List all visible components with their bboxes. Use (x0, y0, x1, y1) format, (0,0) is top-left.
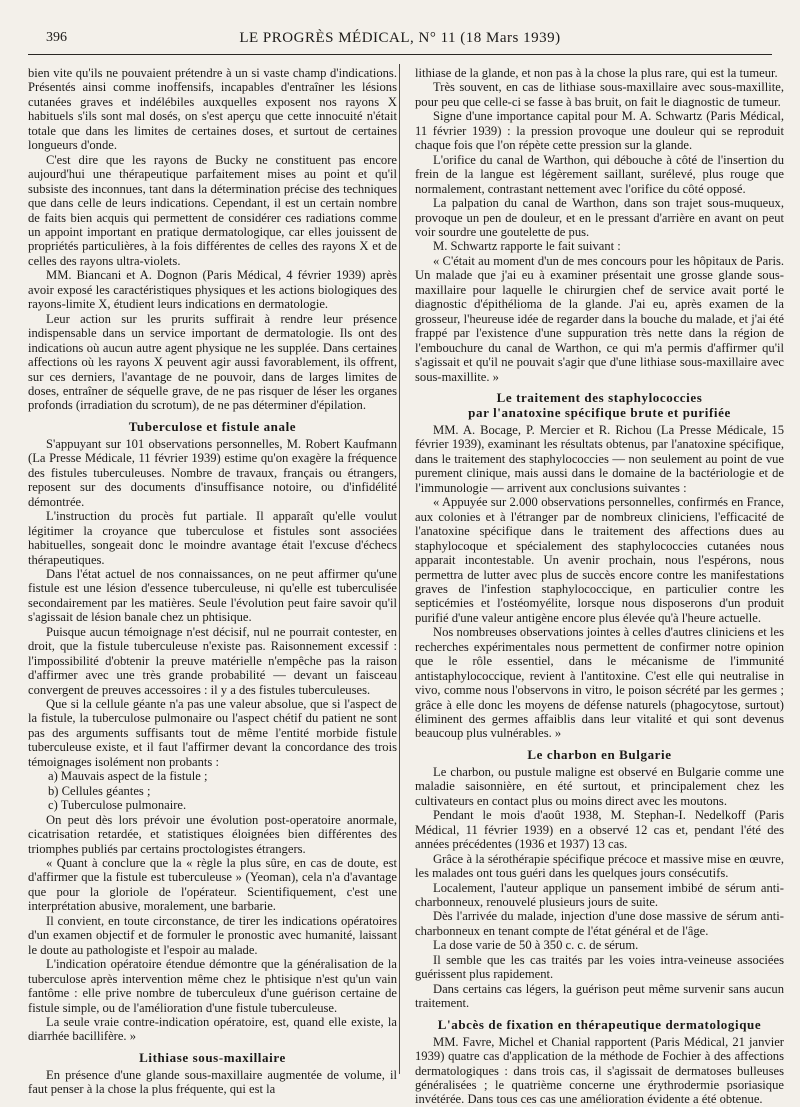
paragraph: L'orifice du canal de Warthon, qui débouche à côté de l'insertion du frein de la langue est légèrement saillant, surélevé, plus rouge que normalement, contrastant nettement avec l'orifice du côté opposé. (415, 152, 784, 196)
criteria-list (28, 769, 397, 812)
paragraph: MM. Favre, Michel et Chanial rapportent (Paris Médical, 21 janvier 1939) quatre cas d'application de la méthode de Fochier à des affections dermatologiques : dans trois cas, il s'agissait de dermatoses bulleuses généralisées ; le quatrième concerne une érythrodermie psoriasique invétérée. Dans tous ces cas une amélioration évidente a été obtenue. (415, 1034, 784, 1107)
paragraph: « C'était au moment d'un de mes concours pour les hôpitaux de Paris. Un malade que j'ai eu à examiner présentait une grosse glande sous-maxillaire pour laquelle le chirurgien chef de service avait porté le diagnostic d'épithélioma de la glande. J'ai eu, après examen de la grosseur, l'heureuse idée de regarder dans la bouche du malade, et j'ai été frappé par l'existence d'une suppuration très nette dans la région de l'embouchure du canal de Warthon, ce qui m'a permis d'affirmer qu'il s'agissait et qu'il ne pouvait s'agir que d'une lithiase sous-maxillaire avec sous-maxillite. » (415, 253, 784, 384)
paragraph: La seule vraie contre-indication opératoire, est, quand elle existe, la diarrhée bacillifère. » (28, 1015, 397, 1044)
paragraph: Pendant le mois d'août 1938, M. Stephan-I. Nedelkoff (Paris Médical, 11 février 1939) en a observé 12 cas et, pendant l'été des années précédentes (1936 et 1937) 13 cas. (415, 808, 784, 852)
paragraph: MM. A. Bocage, P. Mercier et R. Richou (La Presse Médicale, 15 février 1939), examinant les résultats obtenus, par l'anatoxine spécifique, dans le traitement des staphylococcies — non seulement au point de vue purement clinique, mais aussi dans le domaine de la bactériologie et de l'immunologie — arrivent aux conclusions suivantes : (415, 422, 784, 495)
list-item: a) Mauvais aspect de la fistule ; (48, 769, 208, 784)
list-item: b) Cellules géantes ; (48, 783, 151, 798)
paragraph: On peut dès lors prévoir une évolution post-operatoire anormale, cicatrisation retardée, et statistiques éloignées bien différentes des triomphes publiés par certains proctologistes étrangers. (28, 812, 397, 856)
paragraph: « Quant à conclure que la « règle la plus sûre, en cas de doute, est d'affirmer que la fistule est tuberculeuse » (Yeoman), cela n'a d'avantage que pour la gloriole de l'opérateur. Scientifiquement, c'est une interprétation abusive, moralement, une barbarie. (28, 856, 397, 914)
paragraph: En présence d'une glande sous-maxillaire augmentée de volume, il faut penser à la chose la plus fréquente, qui est la (28, 1067, 397, 1097)
paragraph: Le charbon, ou pustule maligne est observé en Bulgarie comme une maladie saisonnière, en été surtout, et principalement chez les cultivateurs en contact plus ou moins direct avec les moutons. (415, 764, 784, 808)
paragraph: M. Schwartz rapporte le fait suivant : (433, 239, 621, 254)
paragraph: lithiase de la glande, et non pas à la chose la plus rare, qui est la tumeur. (415, 66, 778, 80)
paragraph: Leur action sur les prurits suffirait à rendre leur présence indispensable dans un service important de dermatologie. Ils ont des indications où aucun autre agent physique ne les supplée. Dans certaines affections où les rayons X peuvent agir aussi favorablement, ils offrent, sur ces derniers, l'avantage de ne pouvoir, dans de larges limites de doses, entraîner de séquelle grave, de ne pas risquer de léser les organes profonds (irradiation du scrotum), de ne pas déterminer d'épilation. (28, 311, 397, 413)
paragraph: Dans l'état actuel de nos connaissances, on ne peut affirmer qu'une fistule est une lésion d'essence tuberculeuse, ni qu'elle est tuberculisée secondairement par les matières. Seule l'évolution peut faire savoir qu'il s'agissait de lésion banale chez un phtisique. (28, 566, 397, 625)
paragraph: La dose varie de 50 à 350 c. c. de sérum. (433, 938, 639, 953)
section-heading-lithiase: Lithiase sous-maxillaire (139, 1049, 286, 1065)
paragraph: « Appuyée sur 2.000 observations personnelles, confirmés en France, aux colonies et à l'étranger par de nombreux cliniciens, l'efficacité de l'anatoxine spécifique dans le traitement des affections dues au staphylocoque et spécialement des staphylococcies cutanées nous apparait incontestable. Un avenir prochain, nous l'espérons, nous permettra de lutter avec plus de succès encore contre les manifestations graves de l'infestion staphylococcique, en particulier contre les septicémies et l'ostéomyélite, lorsque nous disposerons d'un produit purifié d'une valeur antigène encore plus élevée qu'à l'heure actuelle. (415, 495, 784, 625)
left-column (28, 66, 397, 1097)
paragraph: Il semble que les cas traités par les voies intra-veineuse associées guérissent plus rapidement. (415, 952, 784, 982)
column-rule (399, 64, 400, 1074)
page-number: 396 (46, 30, 67, 45)
paragraph: Localement, l'auteur applique un pansement imbibé de sérum anti-charbonneux, renouvelé plusieurs jours de suite. (415, 880, 784, 910)
paragraph: L'indication opératoire étendue démontre que la généralisation de la tuberculose après intervention même chez le phtisique n'est qu'un vain fantôme : elle prive nombre de tuberculeux d'une guérison certaine de fistule simple, ou de l'amélioration d'une fistule tuberculeuse. (28, 957, 397, 1015)
paragraph: Très souvent, en cas de lithiase sous-maxillaire avec sous-maxillite, pour peu que celle-ci se fasse à bas bruit, on fait le diagnostic de tumeur. (415, 80, 784, 109)
paragraph: Dès l'arrivée du malade, injection d'une dose massive de sérum anti-charbonneux en tenant compte de l'état général et de l'âge. (415, 909, 784, 938)
paragraph: Puisque aucun témoignage n'est décisif, nul ne pourrait contester, en droit, que la fistule tuberculeuse n'existe pas. Raisonnement excessif : l'impossibilité d'obtenir la preuve matérielle n'empêche pas la raison d'affirmer avec une très grande probabilité — devant un faisceau convergent de preuves accessoires : il y a des fistules tuberculeuses. (28, 624, 397, 697)
paragraph: Il convient, en toute circonstance, de tirer les indications opératoires d'un examen objectif et de formuler le pronostic avec humanité, laissant le doute au pathologiste et l'espoir au malade. (28, 913, 397, 957)
paragraph: Signe d'une importance capital pour M. A. Schwartz (Paris Médical, 11 février 1939) : la pression provoque une douleur qui se reproduit chaque fois que l'on répète cette pression sur la glande. (415, 109, 784, 153)
running-head: LE PROGRÈS MÉDICAL, N° 11 (18 Mars 1939) (239, 30, 561, 46)
page-header (28, 28, 772, 55)
paragraph: Que si la cellule géante n'a pas une valeur absolue, que si l'aspect de la fistule, la tuberculose pulmonaire ou l'aspect chétif du patient ne sont pas des arguments suffisants tout de même l'entité morbide fistule tuberculeuse existe, et il faut l'affirmer devant la concordance des trois témoignages isolément non probants : (28, 697, 397, 769)
paragraph: Nos nombreuses observations jointes à celles d'autres cliniciens et les recherches expérimentales nous permettent de confirmer notre opinion que le rôle essentiel, dans le mécanisme de l'immunité antistaphylococcique, revient à l'antitoxine. C'est elle qui neutralise in vivo, comme nous l'observons in vitro, le poison sécrété par les germes ; grâce à elle donc les moyens de défense naturels (phagocytose, surtout) éliminent des germes affaiblis dans leur vitalité et qui sont devenus beaucoup plus vulnérables. » (415, 625, 784, 741)
section-heading-staphylococcies: Le traitement des staphylococcies par l'anatoxine spécifique brute et purifiée (468, 389, 731, 420)
list-item: c) Tuberculose pulmonaire. (48, 798, 187, 813)
paragraph: MM. Biancani et A. Dognon (Paris Médical, 4 février 1939) après avoir exposé les caractéristiques physiques et les actions biologiques des rayons-limite X, étudient leurs indications en dermatologie. (28, 268, 397, 312)
paragraph: Grâce à la sérothérapie spécifique précoce et massive mise en œuvre, les malades ont tous guéri dans les quelques jours consécutifs. (415, 851, 784, 881)
section-heading-abces: L'abcès de fixation en thérapeutique dermatologique (437, 1016, 762, 1032)
paragraph: L'instruction du procès fut partiale. Il apparaît qu'elle voulut légitimer la croyance que tuberculose et fistules sont associées habituelles, songeait donc le moindre avantage était l'excuse d'échecs thérapeutiques. (28, 509, 397, 567)
paragraph: Dans certains cas légers, la guérison peut même survenir sans aucun traitement. (415, 981, 784, 1011)
right-column (415, 66, 784, 1107)
paragraph: La palpation du canal de Warthon, dans son trajet sous-muqueux, provoque un pen de douleur, et en le pressant d'arrière en avant on peut voir sourdre une goutelette de pus. (415, 196, 784, 239)
paragraph: S'appuyant sur 101 observations personnelles, M. Robert Kaufmann (La Presse Médicale, 11 février 1939) estime qu'on exagère la fréquence des fistules tuberculeuses. Nombre de travaux, français ou étrangers, reposent sur des documents d'insuffisance notoire, ou d'infidélité démontrée. (28, 436, 397, 509)
paragraph: bien vite qu'ils ne pouvaient prétendre à un si vaste champ d'indications. Présentés ainsi comme inoffensifs, incapables d'entraîner les lésions cutanées graves et indélébiles auxquelles exposent nos rayons X habituels s'ils sont mal dosés, on s'est aperçu que cette innocuité n'était totale que dans les limites de certaines doses, et surtout de certaines longueurs d'onde. (28, 66, 397, 153)
section-heading-tuberculose: Tuberculose et fistule anale (128, 418, 297, 434)
paragraph: C'est dire que les rayons de Bucky ne constituent pas encore aujourd'hui une thérapeutique parfaitement mises au point et qu'il subsiste des inconnues, tant dans la détermination précise des techniques que dans celle de leurs indications. Cependant, il est un certain nombre de faits bien acquis qui permettent de considérer ces radiations comme un appoint important en pratique dermatologique, car elles jouissent de propriétés particulières, à la fois différentes de celles des rayons X et de celles des rayons ultra-violets. (28, 152, 397, 268)
section-heading-charbon: Le charbon en Bulgarie (527, 746, 672, 762)
